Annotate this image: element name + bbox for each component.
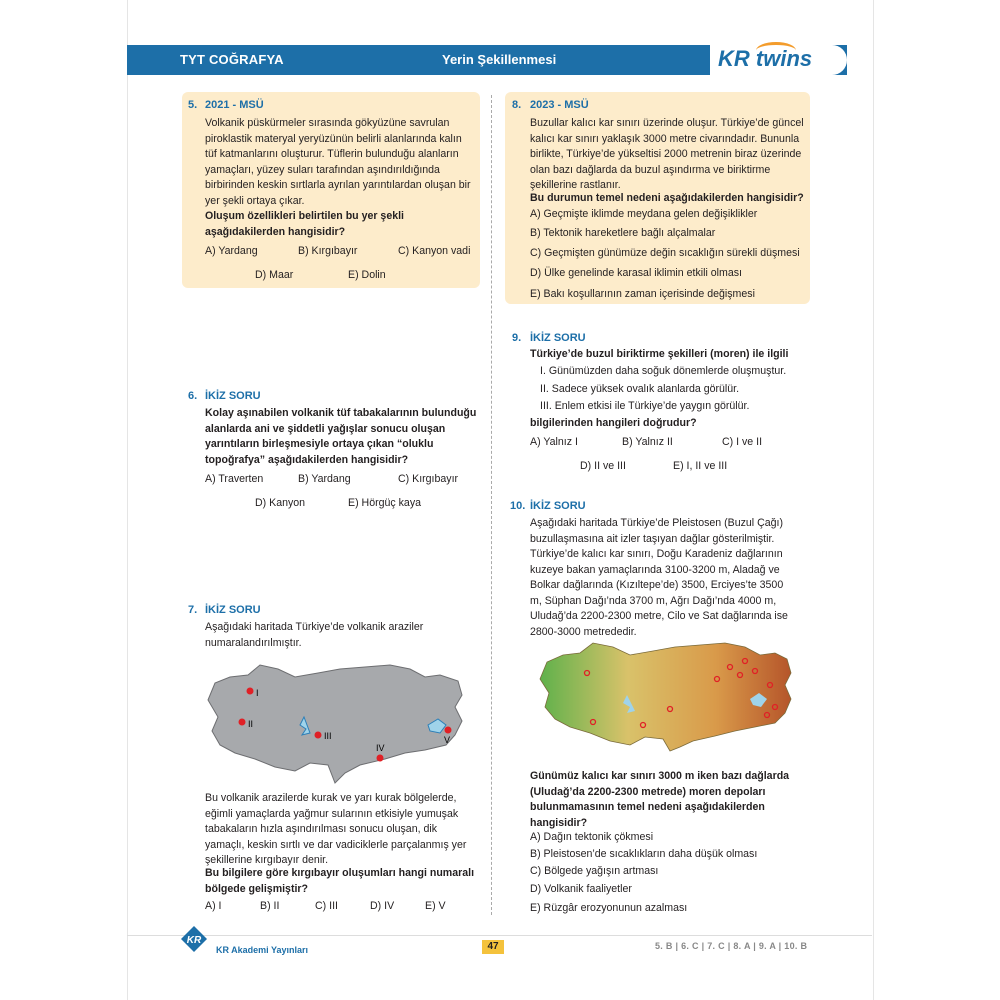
- question-5-prompt: Oluşum özellikleri belirtilen bu yer şekli aşağıdakilerden hangisidir?: [205, 210, 404, 238]
- q5-option-e[interactable]: E) Dolin: [348, 269, 386, 281]
- map-label-3: III: [324, 731, 332, 741]
- q6-option-b[interactable]: B) Yardang: [298, 473, 351, 485]
- q8-option-e[interactable]: E) Bakı koşullarının zaman içerisinde değişmesi: [530, 288, 755, 300]
- question-5-source: 2021 - MSÜ: [205, 99, 264, 111]
- q10-option-c[interactable]: C) Bölgede yağışın artması: [530, 865, 659, 877]
- q10-option-e[interactable]: E) Rüzgâr erozyonunun azalması: [530, 902, 688, 914]
- svg-text:KR: KR: [186, 935, 202, 946]
- map-point-2: [239, 719, 246, 726]
- q7-option-a[interactable]: A) I: [205, 900, 222, 912]
- q7-option-c[interactable]: C) III: [315, 900, 338, 912]
- q9-option-a[interactable]: A) Yalnız I: [530, 436, 578, 448]
- question-7-prompt: Bu bilgilere göre kırgıbayır oluşumları hangi numaralı bölgede gelişmiştir?: [205, 867, 475, 895]
- q5-option-b[interactable]: B) Kırgıbayır: [298, 245, 358, 257]
- turkey-volcanic-map: [200, 655, 475, 785]
- page-number: 47: [482, 940, 504, 954]
- q7-option-b[interactable]: B) II: [260, 900, 280, 912]
- question-7-text: Bu volkanik arazilerde kurak ve yarı kurak bölgelerde, eğimli yamaçlarda yağmur sularının etkisiyle yumuşak tabakaların hızla aşındırılması sonucu oluşan, dik yamaçlı, keskin sırtlı ve dar vadiciklerle parçalanmış yer şekillerine kırgıbayır denir.: [205, 792, 467, 866]
- publisher-logo-icon: [180, 925, 208, 953]
- map-point-3: [315, 732, 322, 739]
- brand-logo-text: KR twins: [718, 46, 813, 71]
- question-8-source: 2023 - MSÜ: [530, 99, 589, 111]
- map-label-2: II: [248, 719, 254, 729]
- answer-key: 5. B | 6. C | 7. C | 8. A | 9. A | 10. B: [655, 941, 808, 951]
- map-point-4: [377, 755, 384, 762]
- question-10-prompt: Günümüz kalıcı kar sınırı 3000 m iken bazı dağlarda (Uludağ’da 2200-2300 metrede) moren depoları bulunmamasının temel nedeni aşağıdakilerden hangisidir?: [530, 770, 790, 829]
- question-8-prompt: Bu durumun temel nedeni aşağıdakilerden hangisidir?: [530, 192, 804, 204]
- question-9-statements: I. Günümüzden daha soğuk dönemlerde oluşmuştur. II. Sadece yüksek ovalık alanlarda görülür. III. Enlem etkisi ile Türkiye’de yaygın görülür.: [540, 365, 787, 412]
- question-5-text: Volkanik püskürmeler sırasında gökyüzüne savrulan piroklastik materyal yeryüzünün belirli alanlarında kalın tüf katmanlarını oluşturur. Tüflerin bulunduğu alanların yamaçları, yüzey suları tarafından aşındırıldığında birbirinden keskin sırtlarla ayrılan yarıntılardan oluşan bir yer şekli ortaya çıkar.: [205, 117, 471, 207]
- q5-option-a[interactable]: A) Yardang: [205, 245, 258, 257]
- q5-option-c[interactable]: C) Kanyon vadi: [398, 245, 471, 257]
- question-9-number: 9.: [512, 332, 522, 344]
- q10-option-d[interactable]: D) Volkanik faaliyetler: [530, 883, 632, 895]
- turkey-outline: [208, 665, 462, 783]
- question-10-number: 10.: [510, 500, 526, 512]
- map-label-4: IV: [376, 743, 385, 753]
- q10-option-a[interactable]: A) Dağın tektonik çökmesi: [530, 831, 654, 843]
- question-10-text: Türkiye’de kalıcı kar sınırı, Doğu Karadeniz dağlarının kuzeye bakan yamaçlarında 3100-3200 m, Aladağ ve Bolkar dağlarında (Kızıltepe’de) 3500, Erciyes’te 3500 m, Süphan Dağı’nda 3700 m, Ağrı Dağı’nda 4000 m, Uludağ’da 2200-2300 metre, Cilo ve Sat dağlarında ise 2800-3000 metrededir.: [530, 548, 788, 638]
- subject-title: TYT COĞRAFYA: [180, 52, 284, 67]
- question-9-prompt: bilgilerinden hangileri doğrudur?: [530, 417, 697, 429]
- q6-option-a[interactable]: A) Traverten: [205, 473, 264, 485]
- question-8-text: Buzullar kalıcı kar sınırı üzerinde oluşur. Türkiye’de güncel kalıcı kar sınırı yaklaşık 3000 metre civarındadır. Bununla birlikte, Türkiye’de yükseltisi 2000 metrenin biraz üzerinde olan bazı dağlarda da buzul aşındırma ve biriktirme şekillerine rastlanır.: [530, 117, 804, 191]
- question-10-source: İKİZ SORU: [530, 500, 586, 512]
- q6-option-c[interactable]: C) Kırgıbayır: [398, 473, 459, 485]
- q8-option-b[interactable]: B) Tektonik hareketlere bağlı alçalmalar: [530, 227, 716, 239]
- map-point-1: [247, 688, 254, 695]
- q8-option-d[interactable]: D) Ülke genelinde karasal iklimin etkili olması: [530, 267, 742, 279]
- question-6-text: Kolay aşınabilen volkanik tüf tabakalarının bulunduğu alanlarda ani ve şiddetli yağışlar sonucu oluşan yarıntıların birleşmesiyle ortaya çıkan “oluklu topoğrafya” aşağıdakilerden hangisidir?: [205, 407, 477, 466]
- column-divider: [491, 95, 492, 915]
- question-9-text: Türkiye’de buzul biriktirme şekilleri (moren) ile ilgili: [530, 348, 789, 360]
- question-6-number: 6.: [188, 390, 198, 402]
- q9-option-b[interactable]: B) Yalnız II: [622, 436, 673, 448]
- question-7-number: 7.: [188, 604, 198, 616]
- turkey-glacier-map: [535, 637, 795, 752]
- question-7-intro: Aşağıdaki haritada Türkiye’de volkanik araziler numaralandırılmıştır.: [205, 621, 424, 649]
- question-10-intro: Aşağıdaki haritada Türkiye’de Pleistosen (Buzul Çağı) buzullaşmasına ait izler taşıyan dağlar gösterilmiştir.: [530, 517, 784, 545]
- question-8-number: 8.: [512, 99, 522, 111]
- q10-option-b[interactable]: B) Pleistosen’de sıcaklıkların daha düşük olması: [530, 848, 758, 860]
- q6-option-d[interactable]: D) Kanyon: [255, 497, 306, 509]
- q7-option-d[interactable]: D) IV: [370, 900, 395, 912]
- q6-option-e[interactable]: E) Hörgüç kaya: [348, 497, 422, 509]
- q8-option-c[interactable]: C) Geçmişten günümüze değin sıcaklığın sürekli düşmesi: [530, 247, 800, 259]
- q8-option-a[interactable]: A) Geçmişte iklimde meydana gelen değişiklikler: [530, 208, 758, 220]
- topic-title: Yerin Şekillenmesi: [442, 52, 557, 67]
- footer-divider: [127, 935, 872, 936]
- q7-option-e[interactable]: E) V: [425, 900, 446, 912]
- q9-option-c[interactable]: C) I ve II: [722, 436, 763, 448]
- question-5-number: 5.: [188, 99, 198, 111]
- publisher-name: KR Akademi Yayınları: [216, 945, 309, 955]
- question-9-source: İKİZ SORU: [530, 332, 586, 344]
- map-label-1: I: [256, 688, 259, 698]
- q9-option-d[interactable]: D) II ve III: [580, 460, 626, 472]
- q9-option-e[interactable]: E) I, II ve III: [673, 460, 728, 472]
- question-7-source: İKİZ SORU: [205, 604, 261, 616]
- map-point-5: [445, 727, 452, 734]
- question-6-source: İKİZ SORU: [205, 390, 261, 402]
- map-label-5: V: [444, 735, 451, 745]
- q5-option-d[interactable]: D) Maar: [255, 269, 294, 281]
